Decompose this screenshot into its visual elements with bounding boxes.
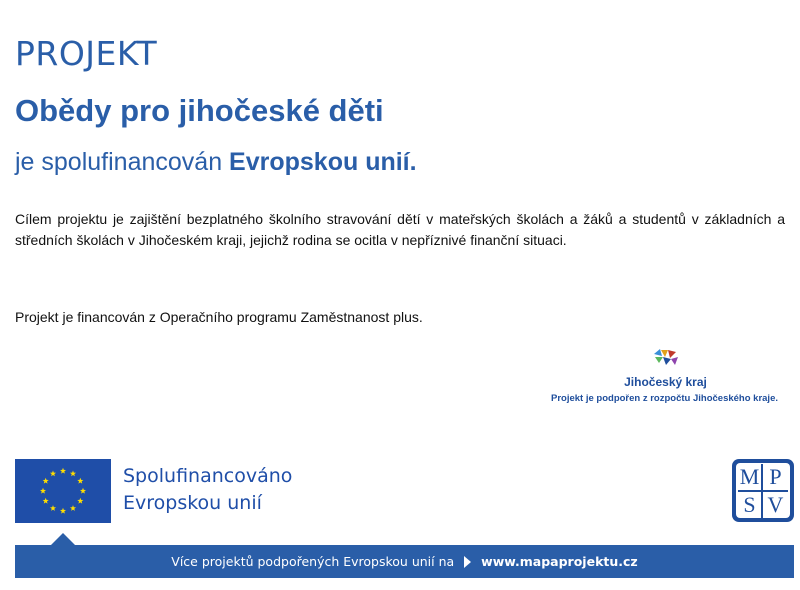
subtitle <box>15 148 417 177</box>
eu-star <box>60 508 66 514</box>
eu-star <box>80 488 86 494</box>
project-label: PROJEKT <box>15 34 158 73</box>
eu-star <box>70 505 76 511</box>
eu-star <box>43 478 49 484</box>
eu-text-line1: Spolufinancováno <box>123 465 293 487</box>
region-name: Jihočeský kraj <box>624 375 707 389</box>
eu-star <box>60 468 66 474</box>
mpsv-letter: M <box>738 464 763 492</box>
region-emblem-icon <box>652 348 680 368</box>
eu-text-line2: Evropskou unií <box>123 492 262 514</box>
mpsv-letter: V <box>767 492 784 517</box>
eu-star <box>77 498 83 504</box>
arrow-right-icon <box>464 556 471 568</box>
region-logo <box>623 348 708 389</box>
mpsv-letter: S <box>738 492 763 518</box>
banner-link[interactable]: www.mapaprojektu.cz <box>481 554 638 569</box>
project-description: Cílem projektu je zajištění bezplatného školního stravování dětí v mateřských školách a žáků a studentů v základních a středních školách v Jihočeském kraji, jejichž rodina se ocitla v nepříznivé finanční situaci. <box>15 211 785 248</box>
eu-star <box>43 498 49 504</box>
mpsv-letter: P <box>763 464 788 492</box>
eu-cofinanced-text <box>123 463 292 517</box>
eu-star <box>50 505 56 511</box>
page-title: Obědy pro jihočeské děti <box>15 93 384 128</box>
eu-stars-icon <box>15 459 111 523</box>
eu-star <box>77 478 83 484</box>
region-support-note: Projekt je podpořen z rozpočtu Jihočeského kraje. <box>551 393 778 404</box>
subtitle-bold: Evropskou unií. <box>229 148 417 176</box>
eu-star <box>40 488 46 494</box>
banner-text: Více projektů podpořených Evropskou unií na <box>171 554 455 569</box>
eu-star <box>50 470 56 476</box>
banner-notch <box>51 533 75 545</box>
subtitle-prefix: je spolufinancován <box>15 148 223 176</box>
mapaprojektu-banner[interactable] <box>15 545 794 578</box>
mpsv-logo <box>732 459 794 522</box>
eu-flag <box>15 459 111 523</box>
eu-star <box>70 470 76 476</box>
funding-statement: Projekt je financován z Operačního programu Zaměstnanost plus. <box>15 309 423 325</box>
